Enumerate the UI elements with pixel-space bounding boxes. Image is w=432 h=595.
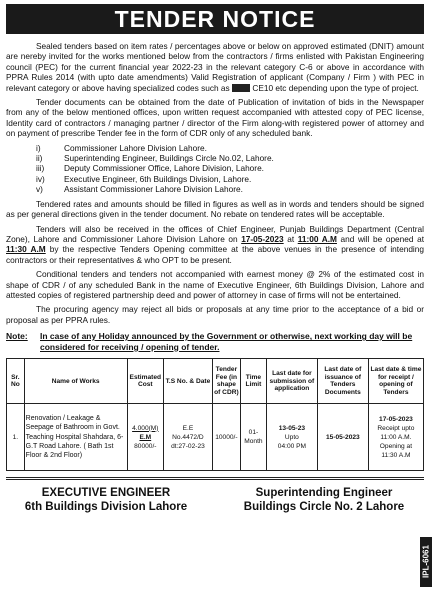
list-item — [36, 143, 424, 153]
page-title: TENDER NOTICE — [6, 4, 424, 34]
list-item — [36, 153, 424, 163]
works-table — [6, 358, 424, 471]
header-fee: Tender Fee (in shape of CDR) — [212, 359, 240, 404]
list-item-text: Deputy Commissioner Office, Lahore Division, Lahore. — [64, 163, 264, 174]
paragraph-invitation-text: Sealed tenders based on item rates / percentages above or below on approved estimated (DNIT) amount are nereby invited for the works mentioned below from the contractors / firms enlisted with Pakistan Engineering council (PEC) for the current financial year 2022-23 in the relevant category C-6 or above in accordance with PPRA Rules 2014 (with upto date amendments) Valid Registration of applicant (Company / Firm ) with PEC in relevant category or above having specialized codes such as — [6, 41, 424, 93]
header-cost: Estimated Cost — [127, 359, 163, 404]
list-item — [36, 174, 424, 184]
signature-left-title: EXECUTIVE ENGINEER — [41, 487, 171, 500]
header-receipt: Last date & time for receipt / opening of Tenders — [368, 359, 423, 404]
ts-line-1: E.E — [182, 424, 194, 432]
header-submission: Last date for submission of application — [266, 359, 317, 404]
table-row — [7, 404, 424, 471]
receipt-date-cell: 17-05-2023 — [379, 415, 413, 423]
list-item-number: ii) — [36, 153, 43, 164]
paragraph-receipt — [6, 224, 424, 266]
list-item-number: i) — [36, 142, 41, 153]
submission-date: 13-05-23 — [278, 424, 306, 432]
receipt-label: Receipt upto — [377, 424, 415, 432]
submission-upto: Upto — [284, 433, 299, 441]
receipt-text-a: Tenders will also be received in the offices of Chief Engineer, Punjab Buildings Department (Central Zone), Lahore and Commissioner Lahore Division Lahore on — [6, 223, 424, 244]
header-ts: T.S No. & Date — [164, 359, 213, 404]
paragraph-invitation-tail: CE10 etc depending upon the type of project. — [252, 82, 419, 93]
signature-left-office: 6th Buildings Division Lahore — [24, 501, 188, 514]
list-item-number: v) — [36, 184, 43, 195]
superintending-engineer-signature — [224, 486, 424, 514]
receipt-date: 17-05-2023 — [241, 233, 284, 244]
list-item-text: Superintending Engineer, Buildings Circle No.02, Lahore. — [64, 153, 274, 164]
cost-value: 4.000(M) — [132, 424, 159, 432]
ipl-code-tag — [420, 537, 432, 587]
opening-time: 11:30 A.M — [6, 244, 46, 255]
receipt-text-c: and will be opened at — [340, 233, 425, 244]
cell-issuance: 15-05-2023 — [317, 404, 368, 471]
time-line-2: Month — [244, 438, 263, 446]
paragraph-documents: Tender documents can be obtained from the date of Publication of invitation of bids in the Newspaper from any of the below mentioned offices, upon written request accompanied with attested copy of PEC license, Identity card of contractors / managing partner / director of the Firm along-with registered power of attorney and on payment of prescribe Tender fee in the form of CDR only of any scheduled bank. — [6, 97, 424, 139]
note-text: In case of any Holiday announced by the Government or otherwise, next working day will be considered for receiving / opening of tender. — [40, 331, 413, 352]
paragraph-conditions: Conditional tenders and tenders not accompanied with earnest money @ 2% of the estimated cost in shape of CDR / of any scheduled Bank in the name of Executive Engineer, 6th Buildings Division, Lahore and attested copies of registered partnership deed and power of attorney in case of firms will not be entertained. — [6, 269, 424, 300]
earnest-money-value: 80000/- — [134, 442, 157, 450]
note-label: Note: — [6, 331, 28, 342]
receipt-time-cell: 11:00 A.M. — [380, 433, 412, 441]
cell-time — [240, 404, 266, 471]
list-item-text: Assistant Commissioner Lahore Division Lahore. — [64, 184, 243, 195]
ts-line-2: No.4472/D — [172, 433, 204, 441]
cell-ts — [164, 404, 213, 471]
redacted-mark — [232, 84, 250, 92]
executive-engineer-signature — [6, 486, 206, 514]
list-item-text: Commissioner Lahore Division Lahore. — [64, 142, 207, 153]
signature-block — [6, 477, 424, 514]
ipl-code: IPL-6061 — [421, 545, 431, 578]
cell-cost — [127, 404, 163, 471]
earnest-money-label: E.M — [139, 433, 152, 441]
time-line-1: 01- — [248, 429, 259, 437]
header-sr: Sr. No — [7, 359, 25, 404]
list-item-number: iii) — [36, 163, 45, 174]
paragraph-rates: Tendered rates and amounts should be filled in figures as well as in words and tenders should be signed as per general directions given in the tender document. No rebate on tendered rates will be acceptable. — [6, 198, 424, 220]
list-item-text: Executive Engineer, 6th Buildings Division, Lahore. — [64, 173, 252, 184]
list-item-number: iv) — [36, 173, 45, 184]
header-issuance: Last date of issuance of Tenders Documents — [317, 359, 368, 404]
cell-work: Renovation / Leakage & Seepage of Bathroom in Govt. Teaching Hospital Shahdara, 6-G.T Road Lahore. ( Bath 1st Floor & 2nd Floor) — [24, 404, 127, 471]
holiday-note — [6, 331, 424, 352]
tender-notice-page — [0, 4, 432, 595]
receipt-time: 11:00 A.M — [297, 233, 337, 244]
cell-receipt — [368, 404, 423, 471]
list-item — [36, 184, 424, 194]
opening-label: Opening at — [379, 442, 413, 450]
receipt-text-d: by the respective Tenders Opening committee at the above venues in the presence of intending contractors or their representatives & who OPT to be present. — [6, 244, 425, 265]
receipt-text-b: at — [287, 233, 295, 244]
cell-submission — [266, 404, 317, 471]
header-time: Time Limit — [240, 359, 266, 404]
ts-line-3: dt:27-02-23 — [171, 442, 205, 450]
header-work: Name of Works — [24, 359, 127, 404]
signature-right-office: Buildings Circle No. 2 Lahore — [243, 501, 405, 514]
opening-time-cell: 11:30 A.M — [381, 451, 411, 459]
office-list — [36, 143, 424, 195]
paragraph-invitation — [6, 41, 424, 93]
cell-fee: 10000/- — [212, 404, 240, 471]
paragraph-rejection: The procuring agency may reject all bids or proposals at any time prior to the acceptance of a bid or proposal as per PPRA rules. — [6, 304, 424, 325]
cell-sr: 1. — [7, 404, 25, 471]
signature-right-title: Superintending Engineer — [255, 487, 393, 500]
table-header-row — [7, 359, 424, 404]
submission-time: 04:00 PM — [277, 442, 307, 450]
list-item — [36, 163, 424, 173]
